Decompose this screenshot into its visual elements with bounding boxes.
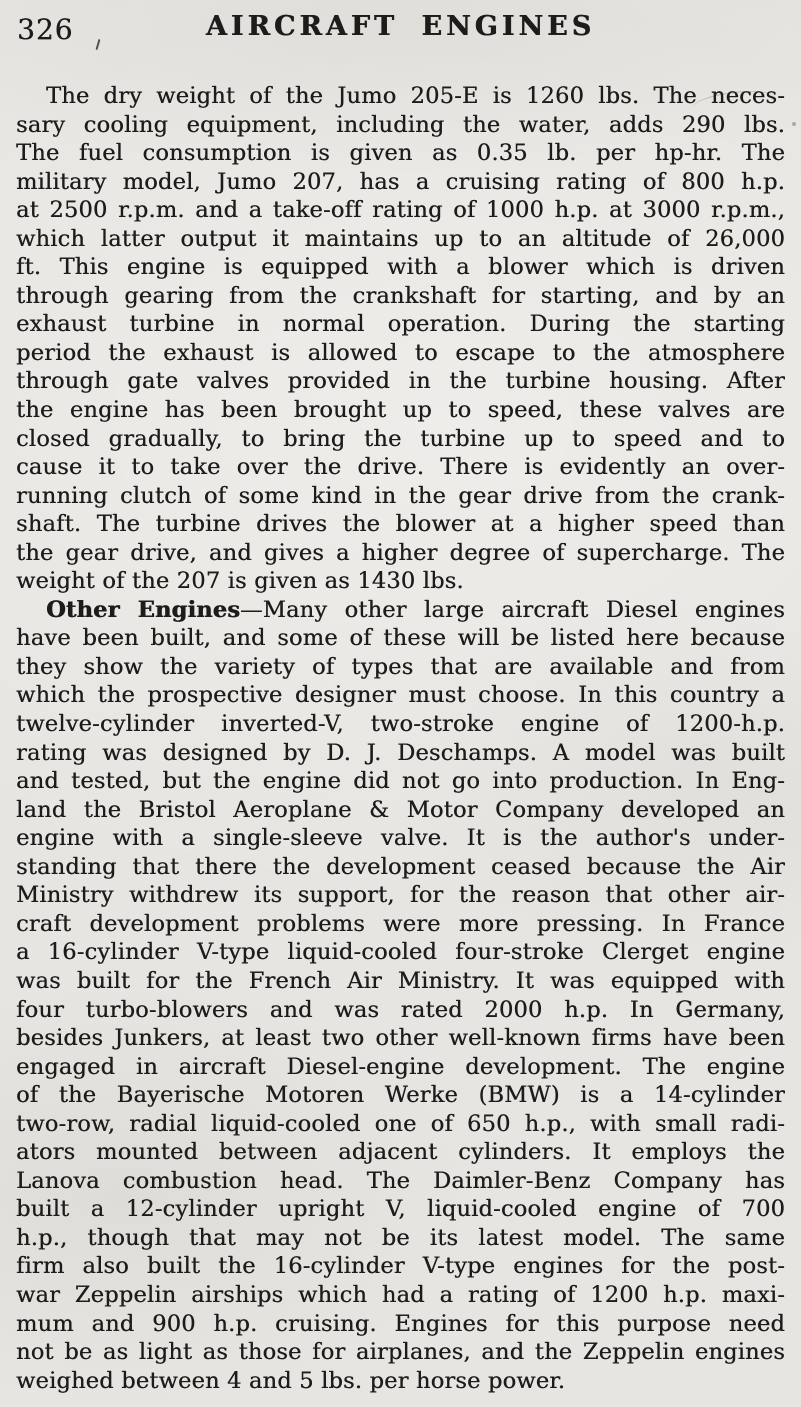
text-line: which latter output it maintains up to an altitude of 26,000 [16,225,785,252]
text-line: the gear drive, and gives a higher degree of supercharge. The [16,539,785,566]
text-line: closed gradually, to bring the turbine up to speed and to [16,425,785,452]
text-line: engine with a single-sleeve valve. It is the author's under- [16,825,785,852]
paragraph [16,82,785,596]
text-line: they show the variety of types that are available and from [16,653,785,680]
text-line: shaft. The turbine drives the blower at a higher speed than [16,511,785,538]
text-line: engaged in aircraft Diesel-engine development. The engine [16,1053,785,1080]
text-line: standing that there the development ceased because the Air [16,853,785,880]
text-line: Other Engines—Many other large aircraft Diesel engines [46,596,785,623]
paragraph [16,596,785,1395]
text-line: through gate valves provided in the turbine housing. After [16,368,785,395]
text-line: was built for the French Air Ministry. It was equipped with [16,967,785,994]
text-line: ators mounted between adjacent cylinders. It employs the [16,1139,785,1166]
text-line: war Zeppelin airships which had a rating of 1200 h.p. maxi- [16,1281,785,1308]
text-line: Lanova combustion head. The Daimler-Benz Company has [16,1167,785,1194]
text-line: exhaust turbine in normal operation. During the starting [16,311,785,338]
text-line: four turbo-blowers and was rated 2000 h.p. In Germany, [16,996,785,1023]
text-line: period the exhaust is allowed to escape to the atmosphere [16,339,785,366]
text-line: have been built, and some of these will be listed here because [16,625,785,652]
text-line: Ministry withdrew its support, for the reason that other air- [16,882,785,909]
text-line: ft. This engine is equipped with a blower which is driven [16,254,785,281]
text-line: and tested, but the engine did not go into production. In Eng- [16,768,785,795]
text-line: rating was designed by D. J. Deschamps. A model was built [16,739,785,766]
text-line: besides Junkers, at least two other well-known firms have been [16,1025,785,1052]
text-line: built a 12-cylinder upright V, liquid-cooled engine of 700 [16,1196,785,1223]
text-line: The dry weight of the Jumo 205-E is 1260 lbs. The neces- [46,83,785,109]
text-line: not be as light as those for airplanes, and the Zeppelin engines [16,1339,785,1366]
text-line: mum and 900 h.p. cruising. Engines for this purpose need [16,1310,785,1337]
text-line: weighed between 4 and 5 lbs. per horse power. [16,1367,566,1394]
text-line: twelve-cylinder inverted-V, two-stroke engine of 1200-h.p. [16,711,785,738]
page-title: AIRCRAFT ENGINES [205,11,596,42]
text-line: craft development problems were more pressing. In France [16,910,785,937]
text-line: land the Bristol Aeroplane & Motor Company developed an [16,796,785,823]
text-line: firm also built the 16-cylinder V-type engines for the post- [16,1253,785,1280]
text-line: military model, Jumo 207, has a cruising rating of 800 h.p. [16,168,785,195]
text-line: weight of the 207 is given as 1430 lbs. [16,568,464,595]
text-line: at 2500 r.p.m. and a take-off rating of 1000 h.p. at 3000 r.p.m., [16,197,785,224]
scan-speck [792,122,796,126]
text-line: which the prospective designer must choose. In this country a [16,682,785,709]
text-line: h.p., though that may not be its latest model. The same [16,1224,785,1251]
text-line: sary cooling equipment, including the water, adds 290 lbs. [16,111,785,138]
text-line: running clutch of some kind in the gear drive from the crank- [16,482,785,509]
text-line: of the Bayerische Motoren Werke (BMW) is a 14-cylinder [16,1082,785,1109]
text-line: two-row, radial liquid-cooled one of 650 h.p., with small radi- [16,1110,785,1137]
text-line: The fuel consumption is given as 0.35 lb. per hp-hr. The [16,140,785,167]
text-line: the engine has been brought up to speed, these valves are [16,397,785,424]
page-header [0,11,801,53]
page-text [16,82,785,1395]
text-line: cause it to take over the drive. There is evidently an over- [16,454,785,481]
text-line: a 16-cylinder V-type liquid-cooled four-stroke Clerget engine [16,939,785,966]
page-number: 326 [17,13,74,46]
text-line: through gearing from the crankshaft for starting, and by an [16,282,785,309]
paragraph-lead-bold: Other Engines [46,596,241,623]
